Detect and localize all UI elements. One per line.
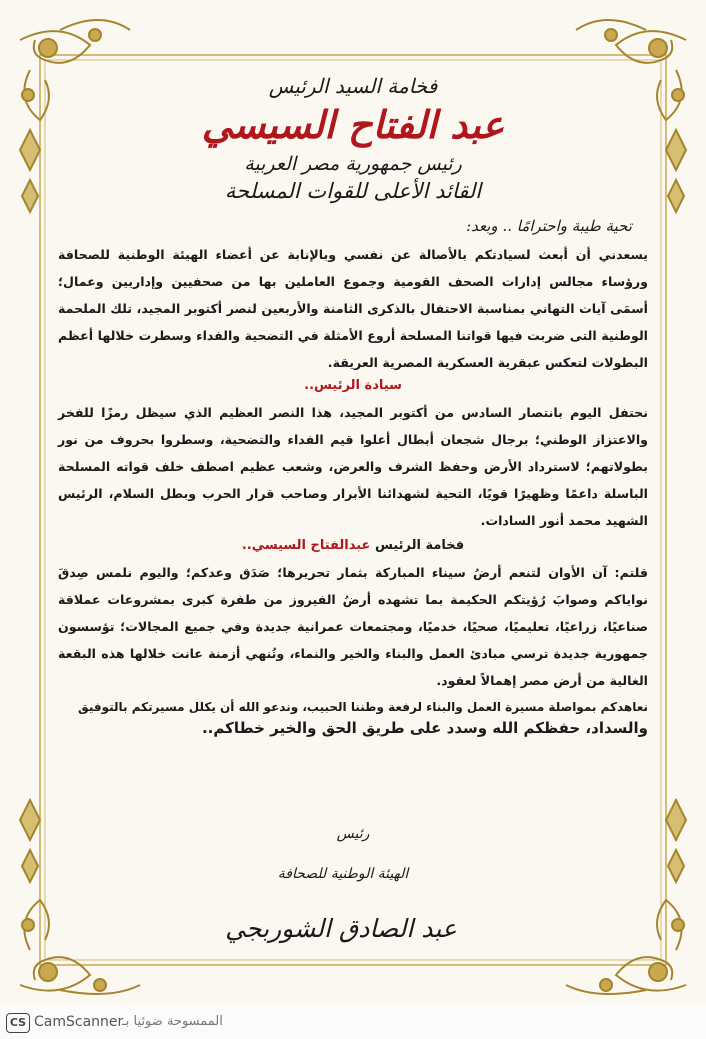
camscanner-label: CamScanner <box>34 1014 124 1030</box>
recipient-role-1: رئيس جمهورية مصر العربية <box>244 153 462 175</box>
subheading-excellency <box>58 538 648 553</box>
scanner-footer <box>0 1005 706 1039</box>
subheading-mr-president: سيادة الرئيس.. <box>304 378 402 393</box>
letter-content <box>58 70 648 742</box>
recipient-role-2: القائد الأعلى للقوات المسلحة <box>224 179 482 203</box>
paragraph-3: قلتم: آن الأوان لتنعم أرضُ سيناء المباركة بثمار تحريرها؛ صَدَق وعدكم؛ واليوم نلمس صِدقَ نواياكم وصوابَ رُؤيتكم الحكيمة بما تشهده أرضُ الفيروز من طفرة كبرى بمشروعات عملاقة صناعيًا، زراعيًا، تعليميًا، صحيًا، خدميًا، ومجتمعات عمرانية جديدة وفي جميع المجالات؛ تؤسسون جمهورية جديدة ترسي مبادئ العمل والبناء والخير والنماء، وتُنهي أزمنة عانت خلالها هذه البقعة الغالية من أرض مصر إهمالاً لعقود. <box>58 565 648 688</box>
salutation-title: فخامة السيد الرئيس <box>268 74 438 98</box>
signature-org: الهيئة الوطنية للصحافة <box>277 866 409 882</box>
signature-title: رئيس <box>336 826 370 842</box>
recipient-name: عبد الفتاح السيسي <box>201 102 505 147</box>
paragraph-1: يسعدني أن أبعث لسيادتكم بالأصالة عن نفسي وبالإنابة عن أعضاء الهيئة الوطنية للصحافة ورؤساء مجالس إدارات الصحف القومية وجموع العاملين بها من صحفيين وإداريين وعمال؛ أسمَى آيات التهاني بمناسبة الاحتفال بالذكرى الثامنة والأربعين لنصر أكتوبر المجيد، تلك الملحمة الوطنية التى ضربت فيها قواتنا المسلحة أروع الأمثلة في التضحية والفداء وسطرت خلالها أعظم البطولات لتعكس عبقرية العسكرية المصرية العريقة. <box>58 247 648 370</box>
signature-name: عبد الصادق الشوربجي <box>225 914 457 943</box>
closing-line-2: والسداد، حفظكم الله وسدد على طريق الحق والخير خطاكم.. <box>201 719 648 737</box>
greeting: تحية طيبة واحترامًا .. وبعد: <box>466 217 632 235</box>
paragraph-2: نحتفل اليوم بانتصار السادس من أكتوبر المجيد، هذا النصر العظيم الذي سيظل رمزًا للفخر والاعتزاز الوطني؛ برجال شجعان أبطال أعلوا قيم الفداء والتضحية، وسطروا بحروف من نور بطولاتهم؛ لاسترداد الأرض وحفظ الشرف والعرض، وشعب عظيم اصطف خلف قواته المسلحة الباسلة داعمًا وظهيرًا قويًا، التحية لشهدائنا الأبرار وصاحب قرار الحرب وبطل السلام، الرئيس الشهيد محمد أنور السادات. <box>58 405 648 528</box>
excellency-prefix: فخامة الرئيس <box>374 538 465 553</box>
camscanner-logo: CS <box>6 1013 30 1033</box>
closing-line-1: نعاهدكم بمواصلة مسيرة العمل والبناء لرفعة وطننا الحبيب، وندعو الله أن يكلل مسيرتكم بالتوفيق <box>78 700 648 714</box>
camscanner-arabic-label: الممسوحة ضوئيا بـ <box>122 1014 223 1029</box>
excellency-name: عبدالفتاح السيسي.. <box>241 538 371 553</box>
